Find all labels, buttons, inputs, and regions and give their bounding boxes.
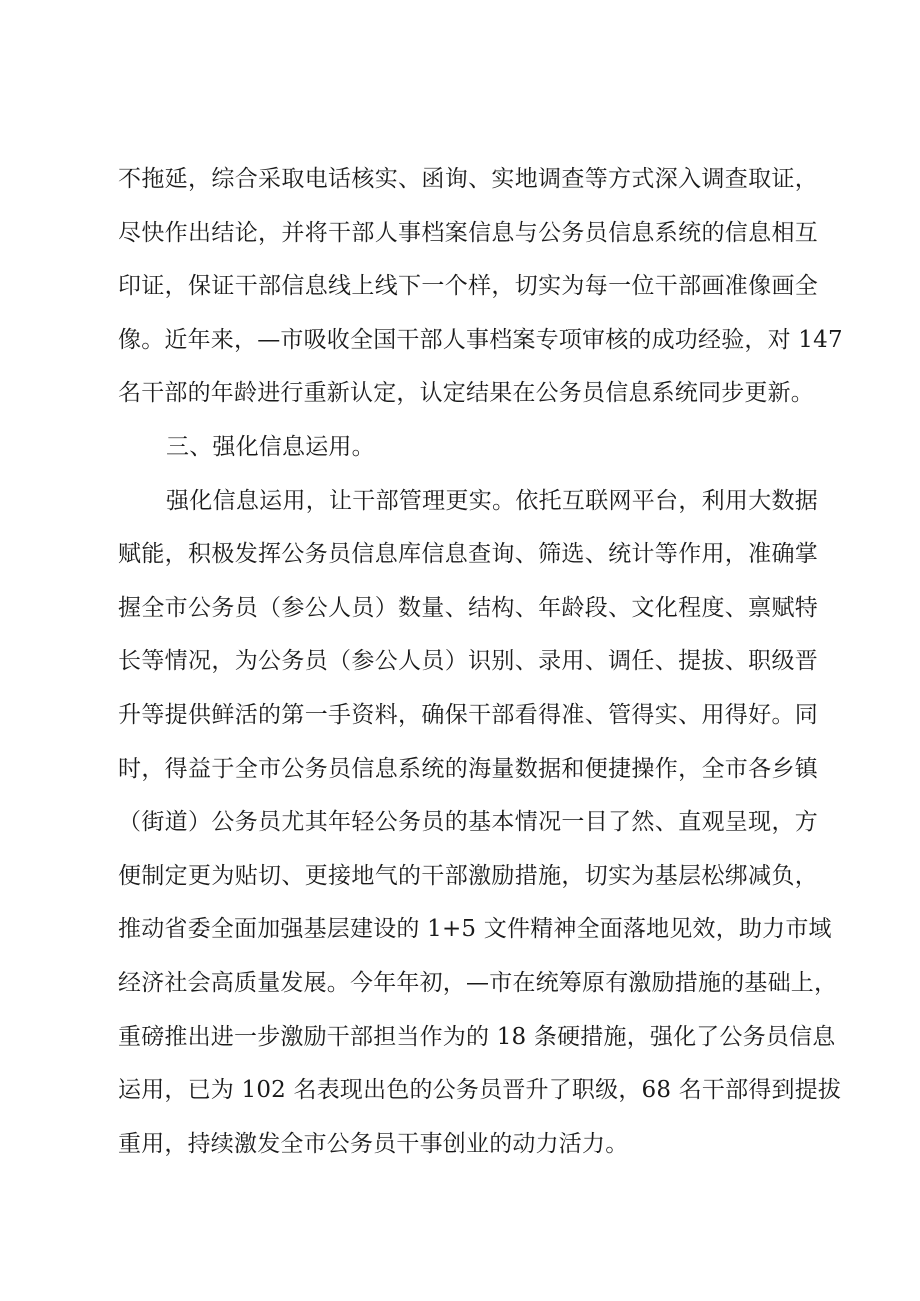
- paragraph-line: 赋能，积极发挥公务员信息库信息查询、筛选、统计等作用，准确掌: [118, 541, 818, 568]
- paragraph-line: 名干部的年龄进行重新认定，认定结果在公务员信息系统同步更新。: [118, 380, 814, 407]
- paragraph-line: 升等提供鲜活的第一手资料，确保干部看得准、管得实、用得好。同: [118, 701, 818, 728]
- paragraph-line: （街道）公务员尤其年轻公务员的基本情况一目了然、直观呈现，方: [118, 809, 818, 836]
- paragraph-line: 长等情况，为公务员（参公人员）识别、录用、调任、提拔、职级晋: [118, 648, 818, 675]
- paragraph-1: [118, 153, 843, 421]
- paragraph-line: 重用，持续激发全市公务员干事创业的动力活力。: [118, 1130, 629, 1157]
- paragraph-2: [118, 475, 842, 1172]
- section-heading: [118, 421, 818, 475]
- paragraph-line: 经济社会高质量发展。今年年初，—市在统筹原有激励措施的基础上，: [118, 969, 838, 996]
- paragraph-line: 握全市公务员（参公人员）数量、结构、年龄段、文化程度、禀赋特: [118, 594, 818, 621]
- section-heading-text: 三、强化信息运用。: [166, 433, 375, 460]
- paragraph-line: 尽快作出结论，并将干部人事档案信息与公务员信息系统的信息相互: [118, 219, 818, 246]
- paragraph-line: 印证，保证干部信息线上线下一个样，切实为每一位干部画准像画全: [118, 273, 818, 300]
- paragraph-line: 像。近年来，—市吸收全国干部人事档案专项审核的成功经验，对 147: [118, 326, 843, 353]
- document-body: [118, 153, 843, 1171]
- paragraph-line: 便制定更为贴切、更接地气的干部激励措施，切实为基层松绑减负，: [118, 862, 818, 889]
- paragraph-line: 运用，已为 102 名表现出色的公务员晋升了职级，68 名干部得到提拔: [118, 1077, 842, 1104]
- paragraph-line: 重磅推出进一步激励干部担当作为的 18 条硬措施，强化了公务员信息: [118, 1023, 836, 1050]
- paragraph-line: 时，得益于全市公务员信息系统的海量数据和便捷操作，全市各乡镇: [118, 755, 818, 782]
- paragraph-line: 不拖延，综合采取电话核实、函询、实地调查等方式深入调查取证，: [118, 166, 818, 192]
- paragraph-line: 强化信息运用，让干部管理更实。依托互联网平台，利用大数据: [166, 487, 818, 514]
- paragraph-line: 推动省委全面加强基层建设的 1+5 文件精神全面落地见效，助力市域: [118, 916, 832, 943]
